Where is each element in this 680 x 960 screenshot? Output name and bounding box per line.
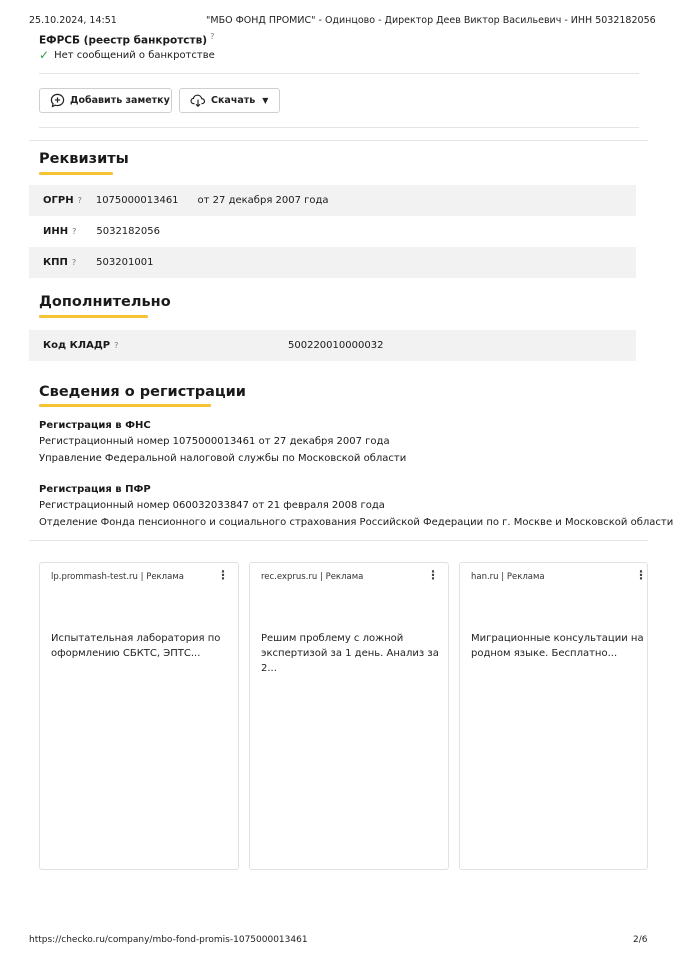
- ad-card[interactable]: [459, 562, 648, 870]
- divider: [29, 140, 648, 141]
- kladr-row: [29, 330, 636, 361]
- fns-registration-authority: Управление Федеральной налоговой службы по Московской области: [39, 453, 407, 464]
- efrsb-status: [39, 48, 215, 62]
- add-note-icon: [50, 93, 65, 108]
- download-button[interactable]: [179, 88, 280, 113]
- requisites-heading: Реквизиты: [39, 151, 129, 167]
- requisite-row-ogrn: [29, 185, 636, 216]
- kladr-label: Код КЛАДР: [43, 340, 111, 351]
- more-options-icon[interactable]: ⋮: [217, 568, 229, 582]
- inn-label: ИНН: [43, 226, 69, 237]
- help-icon[interactable]: ?: [72, 227, 77, 236]
- print-date: 25.10.2024, 14:51: [29, 15, 117, 26]
- ad-text[interactable]: Решим проблему с ложной экспертизой за 1 день. Анализ за 2...: [261, 633, 439, 674]
- ogrn-value[interactable]: 1075000013461: [95, 195, 179, 206]
- help-icon[interactable]: ?: [77, 196, 82, 205]
- requisite-row-inn: [29, 216, 636, 247]
- download-label: Скачать: [211, 95, 256, 106]
- divider: [39, 127, 639, 128]
- pfr-registration-number: Регистрационный номер 060032033847 от 21 февраля 2008 года: [39, 500, 385, 511]
- ad-source: lp.prommash-test.ru | Реклама: [51, 572, 184, 582]
- heading-underline: [39, 315, 148, 318]
- print-footer-url: https://checko.ru/company/mbo-fond-promis-1075000013461: [29, 935, 308, 945]
- ad-text[interactable]: Испытательная лаборатория по оформлению СБКТС, ЭПТС...: [51, 633, 221, 659]
- add-note-button[interactable]: [39, 88, 172, 113]
- more-options-icon[interactable]: ⋮: [427, 568, 439, 582]
- heading-underline: [39, 172, 113, 175]
- ogrn-label: ОГРН: [43, 195, 74, 206]
- ad-source: han.ru | Реклама: [471, 572, 545, 582]
- requisite-row-kpp: [29, 247, 636, 278]
- pfr-registration-authority: Отделение Фонда пенсионного и социального страхования Российской Федерации по г. Москве и Московской области: [39, 517, 674, 528]
- divider: [29, 540, 648, 541]
- checkmark-icon: ✓: [39, 48, 50, 62]
- kpp-value[interactable]: 503201001: [96, 257, 154, 268]
- kpp-label: КПП: [43, 257, 68, 268]
- kladr-value[interactable]: 500220010000032: [288, 340, 384, 351]
- ad-source: rec.exprus.ru | Реклама: [261, 572, 364, 582]
- ad-card[interactable]: [249, 562, 449, 870]
- print-page-number: 2/6: [633, 935, 648, 945]
- efrsb-status-text: Нет сообщений о банкротстве: [54, 49, 215, 61]
- help-icon[interactable]: ?: [114, 341, 119, 350]
- caret-down-icon: ▼: [262, 96, 269, 105]
- print-page-title: "МБО ФОНД ПРОМИС" - Одинцово - Директор Деев Виктор Васильевич - ИНН 5032182056: [206, 15, 656, 26]
- registration-heading: Сведения о регистрации: [39, 384, 246, 400]
- pfr-registration-title: Регистрация в ПФР: [39, 484, 151, 495]
- fns-registration-title: Регистрация в ФНС: [39, 420, 151, 431]
- cloud-download-icon: [190, 93, 206, 108]
- ad-text[interactable]: Миграционные консультации на родном языке. Бесплатно...: [471, 633, 644, 659]
- help-icon[interactable]: ?: [210, 32, 215, 41]
- additional-heading: Дополнительно: [39, 294, 171, 310]
- efrsb-title-text: ЕФРСБ (реестр банкротств): [39, 34, 208, 47]
- ogrn-date: от 27 декабря 2007 года: [197, 195, 329, 206]
- divider: [39, 73, 639, 74]
- efrsb-title: [39, 32, 214, 47]
- heading-underline: [39, 404, 211, 407]
- ad-card[interactable]: [39, 562, 239, 870]
- inn-value[interactable]: 5032182056: [96, 226, 160, 237]
- fns-registration-number: Регистрационный номер 1075000013461 от 27 декабря 2007 года: [39, 436, 390, 447]
- more-options-icon[interactable]: ⋮: [635, 568, 647, 582]
- add-note-label: Добавить заметку: [70, 95, 170, 106]
- help-icon[interactable]: ?: [71, 258, 77, 267]
